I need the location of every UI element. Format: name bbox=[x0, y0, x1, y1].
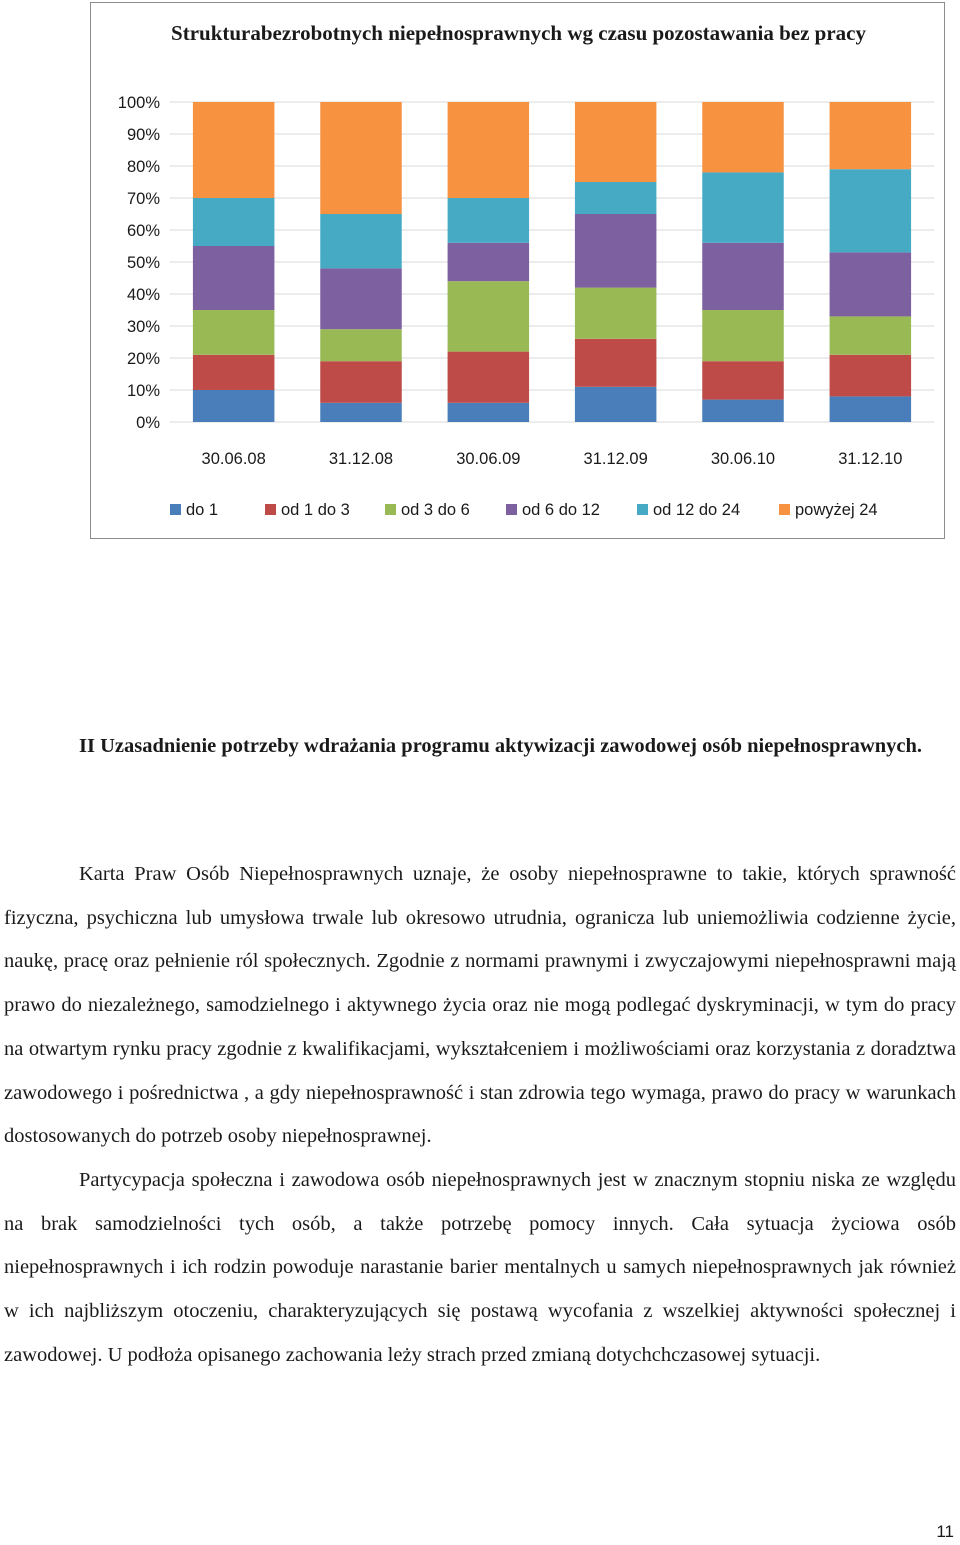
y-tick-label: 30% bbox=[126, 318, 160, 336]
bar-segment bbox=[448, 102, 529, 198]
bar-segment bbox=[448, 198, 529, 243]
bar-segment bbox=[320, 329, 401, 361]
bar-segment bbox=[575, 339, 656, 387]
y-tick-label: 50% bbox=[126, 254, 160, 272]
legend-label: od 1 do 3 bbox=[281, 501, 350, 519]
x-tick-label: 30.06.09 bbox=[456, 450, 521, 468]
y-tick-label: 10% bbox=[126, 382, 160, 400]
bar-segment bbox=[193, 355, 274, 390]
legend-label: od 3 do 6 bbox=[401, 501, 470, 519]
legend-swatch bbox=[385, 504, 396, 515]
bar-segment bbox=[193, 390, 274, 422]
chart-title: Strukturabezrobotnych niepełnosprawnych wg czasu pozostawania bez pracy bbox=[171, 21, 866, 45]
bar-segment bbox=[830, 169, 911, 252]
bar-segment bbox=[702, 361, 783, 399]
legend-swatch bbox=[506, 504, 517, 515]
legend-swatch bbox=[170, 504, 181, 515]
bar-segment bbox=[193, 102, 274, 198]
bar-segment bbox=[702, 243, 783, 310]
bar-segment bbox=[575, 288, 656, 339]
section-heading: II Uzasadnienie potrzeby wdrażania programu aktywizacji zawodowej osób niepełnosprawnych. bbox=[79, 735, 922, 757]
stacked-bar-chart bbox=[90, 2, 945, 539]
bar-segment bbox=[448, 352, 529, 403]
x-tick-label: 31.12.09 bbox=[583, 450, 648, 468]
bar-segment bbox=[830, 102, 911, 169]
legend-label: powyżej 24 bbox=[795, 501, 878, 519]
x-tick-label: 30.06.10 bbox=[710, 450, 776, 468]
bar-segment bbox=[702, 102, 783, 172]
bar-segment bbox=[575, 102, 656, 182]
bar-segment bbox=[448, 403, 529, 422]
paragraph-2: Partycypacja społeczna i zawodowa osób niepełnosprawnych jest w znacznym stopniu niska ze względu na brak samodzielności tych osób, a także potrzebę pomocy innych. Cała sytuacja życiowa osób niepełnosprawnych i ich rodzin powoduje narastanie barier mentalnych u samych niepełnosprawnych jak również w ich najbliższym otoczeniu, charakteryzujących się postawą wycofania z wszelkiej aktywności społecznej i zawodowej. U podłoża opisanego zachowania leży strach przed zmianą dotychchczasowej sytuacji. bbox=[4, 1168, 956, 1366]
y-tick-label: 0% bbox=[136, 414, 160, 432]
legend-label: od 12 do 24 bbox=[653, 501, 741, 519]
bar-segment bbox=[830, 396, 911, 422]
y-tick-label: 40% bbox=[126, 286, 160, 304]
x-tick-label: 30.06.08 bbox=[201, 450, 266, 468]
y-tick-label: 100% bbox=[117, 94, 160, 112]
bar-segment bbox=[830, 252, 911, 316]
bar-segment bbox=[830, 316, 911, 354]
legend-label: do 1 bbox=[186, 501, 219, 519]
bar-segment bbox=[193, 310, 274, 355]
bar-segment bbox=[702, 400, 783, 422]
bar-segment bbox=[702, 310, 783, 361]
legend-swatch bbox=[637, 504, 648, 515]
legend-swatch bbox=[265, 504, 276, 515]
bar-segment bbox=[448, 243, 529, 281]
legend-swatch bbox=[779, 504, 790, 515]
bar-segment bbox=[830, 355, 911, 397]
page-number: 11 bbox=[936, 1522, 954, 1541]
y-tick-label: 90% bbox=[126, 126, 160, 144]
bar-segment bbox=[448, 281, 529, 351]
body-text bbox=[4, 853, 956, 1377]
y-tick-label: 70% bbox=[126, 190, 160, 208]
y-tick-label: 60% bbox=[126, 222, 160, 240]
y-tick-label: 20% bbox=[126, 350, 160, 368]
bar-segment bbox=[320, 403, 401, 422]
bar-segment bbox=[320, 268, 401, 329]
bar-segment bbox=[193, 246, 274, 310]
bar-segment bbox=[575, 387, 656, 422]
y-tick-label: 80% bbox=[126, 158, 160, 176]
bar-segment bbox=[575, 182, 656, 214]
x-tick-label: 31.12.08 bbox=[328, 450, 394, 468]
chart-plot bbox=[91, 3, 944, 538]
legend-label: od 6 do 12 bbox=[522, 501, 600, 519]
bar-segment bbox=[320, 214, 401, 268]
bar-segment bbox=[702, 172, 783, 242]
bar-segment bbox=[193, 198, 274, 246]
x-tick-label: 31.12.10 bbox=[838, 450, 903, 468]
paragraph-1: Karta Praw Osób Niepełnosprawnych uznaje, że osoby niepełnosprawne to takie, których sprawność fizyczna, psychiczna lub umysłowa trwale lub okresowo utrudnia, ogranicza lub uniemożliwia codzienne życie, naukę, pracę oraz pełnienie ról społecznych. Zgodnie z normami prawnymi i zwyczajowymi niepełnosprawni mają prawo do niezależnego, samodzielnego i aktywnego życia oraz nie mogą podlegać dyskryminacji, w tym do pracy na otwartym rynku pracy zgodnie z kwalifikacjami, wykształceniem i możliwościami oraz korzystania z doradztwa zawodowego i pośrednictwa , a gdy niepełnosprawność i stan zdrowia tego wymaga, prawo do pracy w warunkach dostosowanych do potrzeb osoby niepełnosprawnej. bbox=[4, 863, 956, 1148]
bar-segment bbox=[320, 361, 401, 403]
bar-segment bbox=[575, 214, 656, 288]
bar-segment bbox=[320, 102, 401, 214]
